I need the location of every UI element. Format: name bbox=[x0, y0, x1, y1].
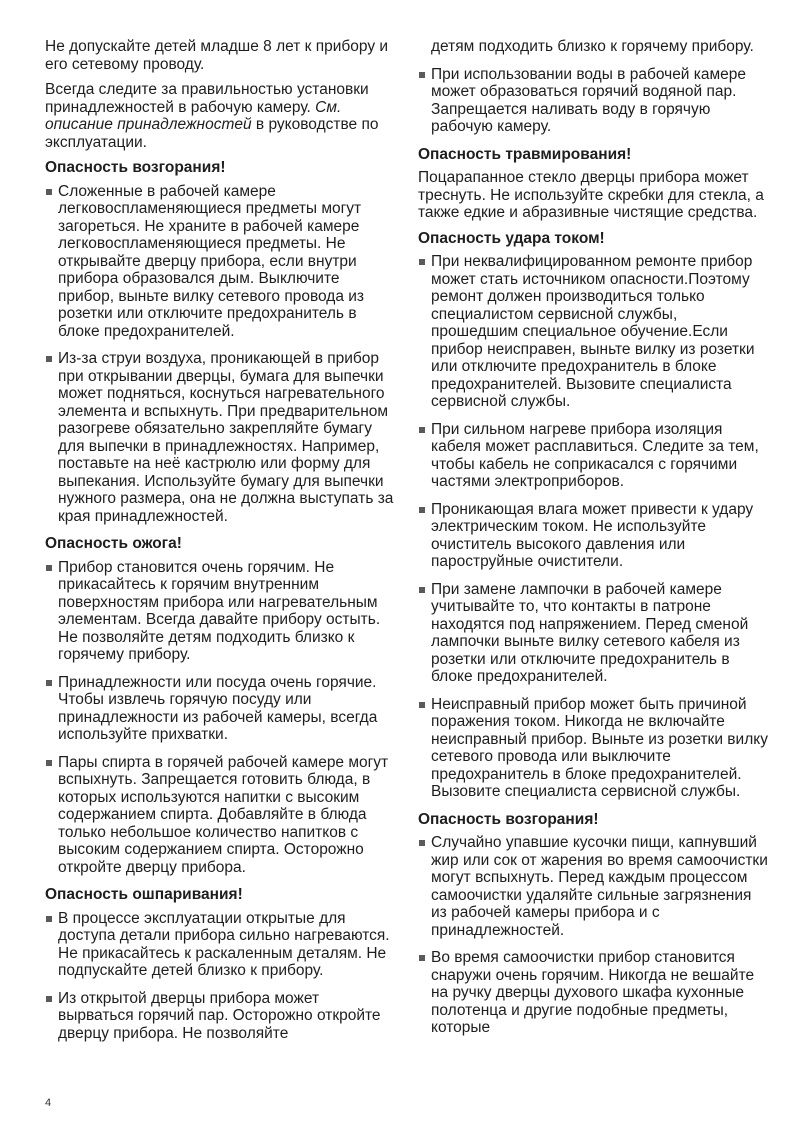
list-item-text: Случайно упавшие кусочки пищи, капнувший жир или сок от жарения во время самоочистки могут вспыхнуть. Перед каждым процессом самоочистки удаляйте сильные загрязнения из рабочей камеры прибора и с принадлежностей. bbox=[431, 834, 768, 939]
list-item-text: Неисправный прибор может быть причиной поражения током. Никогда не включайте неисправный прибор. Выньте из розетки вилку сетевого провода или выключите предохранитель в блоке предохранителей. Вызовите специалиста сервисной службы. bbox=[431, 695, 768, 800]
list-item-text: Из открытой дверцы прибора может вырваться горячий пар. Осторожно откройте дверцу прибора. Не позволяйте bbox=[58, 989, 381, 1042]
bullet-square-icon bbox=[419, 427, 425, 433]
right-column bbox=[418, 38, 768, 1047]
list-item-text: При неквалифицированном ремонте прибор может стать источником опасности.Поэтому ремонт должен производиться только специалистом сервисной службы, прошедшим специальное обучение.Если прибор неисправен, выньте вилку из розетки или отключите предохранитель в блоке предохранителей. Вызовите специалиста сервисной службы. bbox=[431, 253, 755, 410]
list-item bbox=[45, 674, 395, 744]
list-item bbox=[418, 949, 768, 1037]
list-item bbox=[418, 696, 768, 801]
bullet-square-icon bbox=[46, 996, 52, 1002]
list-item bbox=[45, 350, 395, 525]
list-item-text: Пары спирта в горячей рабочей камере могут вспыхнуть. Запрещается готовить блюда, в которых используются напитки с высоким содержанием спирта. Добавляйте в блюда только небольшое количество напитков с высоким содержанием спирта. Осторожно откройте дверцу прибора. bbox=[58, 753, 389, 876]
children-warning-paragraph: Не допускайте детей младше 8 лет к прибору и его сетевому проводу. bbox=[45, 38, 389, 73]
scald-hazard-heading: Опасность ошпаривания! bbox=[45, 886, 243, 903]
list-item-text: В процессе эксплуатации открытые для доступа детали прибора сильно нагреваются. Не прикасайтесь к раскаленным деталям. Не подпускайте детей близко к прибору. bbox=[58, 909, 390, 979]
list-item bbox=[45, 559, 395, 664]
bullet-square-icon bbox=[419, 702, 425, 708]
list-item-text: Прибор становится очень горячим. Не прикасайтесь к горячим внутренним поверхностям прибора или нагревательным элементам. Всегда давайте прибору остыть. Не позволяйте детям подходить близко к горячему прибору. bbox=[58, 558, 381, 663]
list-item bbox=[418, 834, 768, 939]
accessories-paragraph bbox=[45, 81, 395, 151]
bullet-square-icon bbox=[419, 955, 425, 961]
bullet-square-icon bbox=[46, 356, 52, 362]
fire-hazard-heading: Опасность возгорания! bbox=[45, 159, 226, 176]
bullet-square-icon bbox=[46, 680, 52, 686]
list-item bbox=[418, 501, 768, 571]
list-item bbox=[45, 183, 395, 341]
page-number: 4 bbox=[45, 1097, 52, 1109]
list-item bbox=[45, 910, 395, 980]
list-item-text: Из-за струи воздуха, проникающей в прибор при открывании дверцы, бумага для выпечки может подняться, коснуться нагревательного элемента и вспыхнуть. При предварительном разогреве обязательно закрепляйте бумагу для выпечки в принадлежностях. Например, поставьте на неё кастрюлю или форму для выпекания. Используйте бумагу для выпечки нужного размера, она не должна выступать за края принадлежностей. bbox=[58, 350, 394, 525]
list-item bbox=[418, 421, 768, 491]
fire-hazard-heading-2: Опасность возгорания! bbox=[418, 810, 599, 828]
list-item-text: При сильном нагреве прибора изоляция кабеля может расплавиться. Следите за тем, чтобы кабель не соприкасался с горячими частями электроприборов. bbox=[431, 420, 759, 490]
list-item-text: Принадлежности или посуда очень горячие. Чтобы извлечь горячую посуду или принадлежности из рабочей камеры, всегда используйте прихватки. bbox=[58, 673, 378, 743]
list-item bbox=[45, 754, 395, 877]
accessories-text-end: в руководстве по эксплуатации. bbox=[45, 116, 379, 151]
accessories-text-start: Всегда следите за правильностью установки принадлежностей в рабочую камеру. bbox=[45, 81, 369, 116]
list-item bbox=[45, 990, 395, 1043]
list-item-text: Проникающая влага может привести к удару электрическим током. Не используйте очиститель высокого давления или пароструйные очистители. bbox=[431, 500, 754, 570]
bullet-square-icon bbox=[419, 587, 425, 593]
list-item bbox=[418, 253, 768, 411]
list-item-text: детям подходить близко к горячему прибору. bbox=[431, 38, 754, 55]
bullet-square-icon bbox=[46, 189, 52, 195]
list-item-continuation bbox=[418, 38, 768, 56]
bullet-square-icon bbox=[46, 565, 52, 571]
bullet-square-icon bbox=[419, 72, 425, 78]
list-item-text: При замене лампочки в рабочей камере учитывайте то, что контакты в патроне находятся под напряжением. Перед сменой лампочки выньте вилку сетевого кабеля из розетки или отключите предохранитель в блоке предохранителей. bbox=[431, 580, 749, 685]
bullet-square-icon bbox=[419, 840, 425, 846]
left-column bbox=[45, 38, 395, 1052]
bullet-square-icon bbox=[46, 916, 52, 922]
list-item-text: Сложенные в рабочей камере легковоспламеняющиеся предметы могут загореться. Не храните в рабочей камере легковоспламеняющиеся предметы. Не открывайте дверцу прибора, если внутри прибора образовался дым. Выключите прибор, выньте вилку сетевого провода из розетки или отключите предохранитель в блоке предохранителей. bbox=[58, 182, 365, 340]
list-item-text: При использовании воды в рабочей камере может образоваться горячий водяной пар. Запрещается наливать воду в горячую рабочую камеру. bbox=[431, 65, 747, 135]
list-item-text: Во время самоочистки прибор становится снаружи очень горячим. Никогда не вешайте на ручку дверцы духового шкафа кухонные полотенца и другие подобные предметы, которые bbox=[431, 949, 755, 1036]
list-item bbox=[418, 581, 768, 686]
bullet-square-icon bbox=[419, 259, 425, 265]
bullet-square-icon bbox=[419, 507, 425, 513]
list-item bbox=[418, 66, 768, 136]
burn-hazard-heading: Опасность ожога! bbox=[45, 535, 182, 552]
injury-hazard-heading: Опасность травмирования! bbox=[418, 145, 632, 163]
bullet-square-icon bbox=[46, 760, 52, 766]
accessories-reference: См. описание принадлежностей bbox=[45, 98, 342, 133]
injury-paragraph: Поцарапанное стекло дверцы прибора может треснуть. Не используйте скребки для стекла, а также едкие и абразивные чистящие средства. bbox=[418, 169, 764, 221]
shock-hazard-heading: Опасность удара током! bbox=[418, 229, 605, 247]
